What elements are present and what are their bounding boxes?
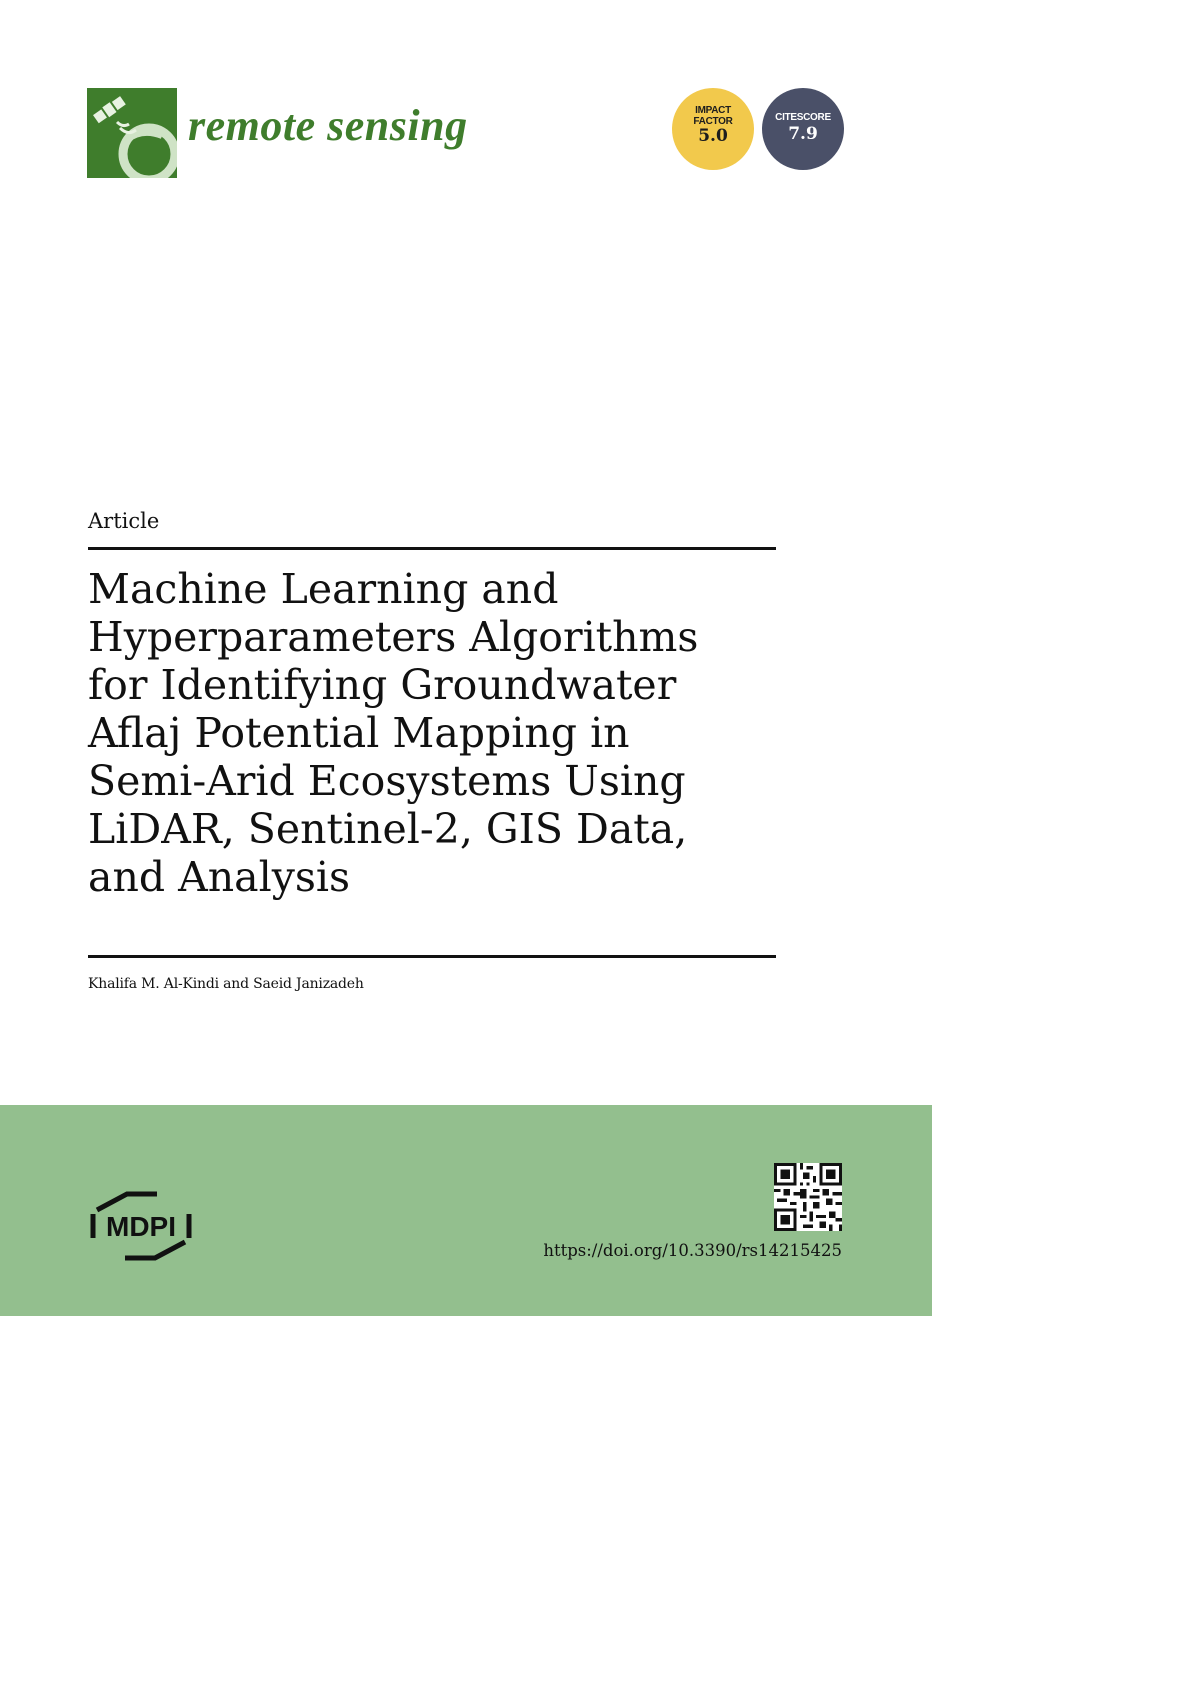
doi-link[interactable]: https://doi.org/10.3390/rs14215425 <box>543 1241 842 1260</box>
title-line: Machine Learning and <box>88 565 559 613</box>
impact-factor-badge[interactable] <box>672 88 754 170</box>
divider-bottom <box>88 955 776 958</box>
divider-top <box>88 547 776 550</box>
citescore-value: 7.9 <box>788 124 818 144</box>
title-line: and Analysis <box>88 853 351 901</box>
mdpi-logo-icon <box>87 1190 195 1262</box>
title-line: Semi-Arid Ecosystems Using <box>88 757 686 805</box>
authors: Khalifa M. Al-Kindi and Saeid Janizadeh <box>88 976 364 992</box>
qr-code-icon <box>774 1163 842 1231</box>
mdpi-logo[interactable] <box>87 1190 195 1262</box>
title-line: LiDAR, Sentinel-2, GIS Data, <box>88 805 688 853</box>
article-title <box>88 565 788 901</box>
satellite-earth-icon <box>87 88 177 178</box>
impact-factor-label: IMPACT FACTOR <box>693 105 733 127</box>
impact-factor-value: 5.0 <box>698 126 728 146</box>
title-line: Hyperparameters Algorithms <box>88 613 699 661</box>
qr-code[interactable] <box>774 1163 842 1231</box>
mdpi-logo-text: MDPI <box>106 1211 176 1242</box>
citescore-badge[interactable] <box>762 88 844 170</box>
journal-name: remote sensing <box>188 101 468 150</box>
citescore-label: CITESCORE <box>775 112 831 123</box>
title-line: Aflaj Potential Mapping in <box>88 709 630 757</box>
title-line: for Identifying Groundwater <box>88 661 677 709</box>
journal-logo <box>87 88 177 178</box>
article-type: Article <box>88 509 160 533</box>
